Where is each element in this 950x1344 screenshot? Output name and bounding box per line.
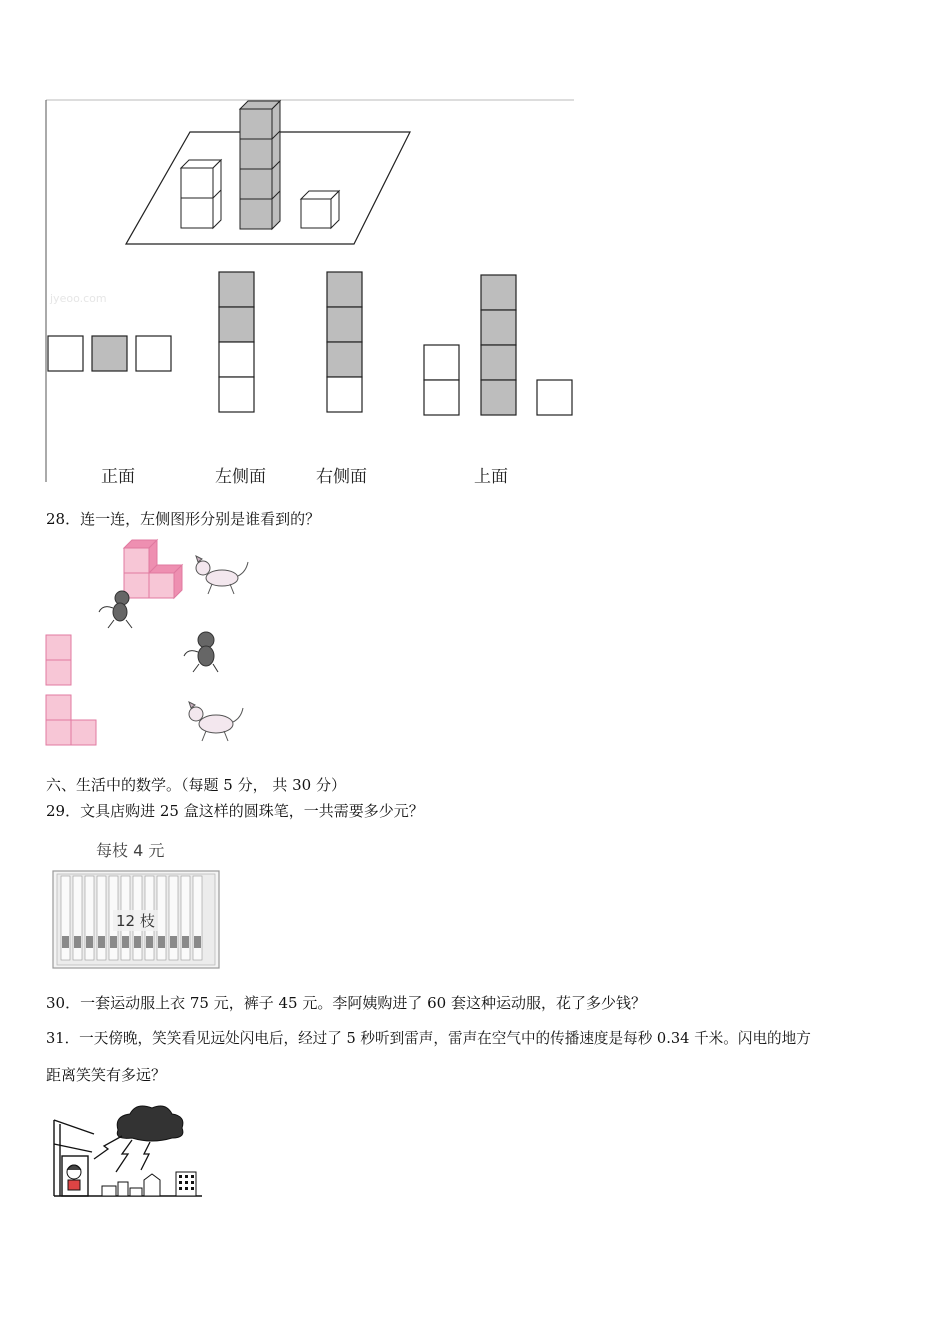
view-front — [48, 336, 171, 371]
view-right-side — [327, 272, 362, 412]
shape-l-shape — [46, 695, 96, 745]
label-top: 上面 — [474, 467, 508, 487]
question-29: 29．文具店购进 25 盒这样的圆珠笔，一共需要多少元？ — [46, 802, 424, 820]
q28-figure — [44, 536, 264, 748]
section-6-heading: 六、生活中的数学。（每题 5 分， 共 30 分） — [46, 776, 346, 794]
price-label: 每枝 4 元 — [96, 841, 165, 860]
question-28: 28．连一连，左侧图形分别是谁看到的？ — [46, 510, 321, 528]
label-front: 正面 — [101, 467, 135, 487]
gray-stack-tall — [240, 101, 280, 229]
lightning-bolts — [94, 1136, 150, 1172]
monkey-option-icon — [184, 632, 218, 672]
shape-two-stacked — [46, 635, 71, 685]
view-left-side — [219, 272, 254, 412]
q28-drawing — [44, 536, 264, 748]
label-left-side: 左侧面 — [215, 467, 266, 487]
white-cube-right — [301, 191, 339, 228]
dog-icon — [196, 556, 248, 594]
cloud-icon — [117, 1106, 183, 1141]
cube-views-drawing — [44, 98, 576, 488]
town-skyline — [102, 1172, 196, 1196]
lightning-figure — [52, 1100, 204, 1200]
girl-icon — [67, 1165, 81, 1190]
question-31-line-1: 31．一天傍晚，笑笑看见远处闪电后，经过了 5 秒听到雷声，雷声在空气中的传播速度是每秒 0.34 千米。闪电的地方 — [46, 1030, 811, 1047]
label-right-side: 右侧面 — [316, 467, 367, 487]
white-stack-left — [181, 160, 221, 228]
pink-cube-shape — [124, 540, 182, 598]
monkey-icon — [99, 591, 132, 628]
lightning-drawing — [52, 1100, 204, 1200]
svg-text:jyeoo.com: jyeoo.com — [50, 292, 107, 305]
view-top — [424, 275, 572, 415]
question-30: 30．一套运动服上衣 75 元，裤子 45 元。李阿姨购进了 60 套这种运动服，花了多少钱？ — [46, 994, 646, 1012]
cube-views-figure — [44, 98, 576, 488]
dog-option-icon — [189, 702, 243, 741]
box-label: 12 枝 — [113, 910, 158, 931]
question-31-line-2: 距离笑笑有多远？ — [46, 1066, 167, 1084]
